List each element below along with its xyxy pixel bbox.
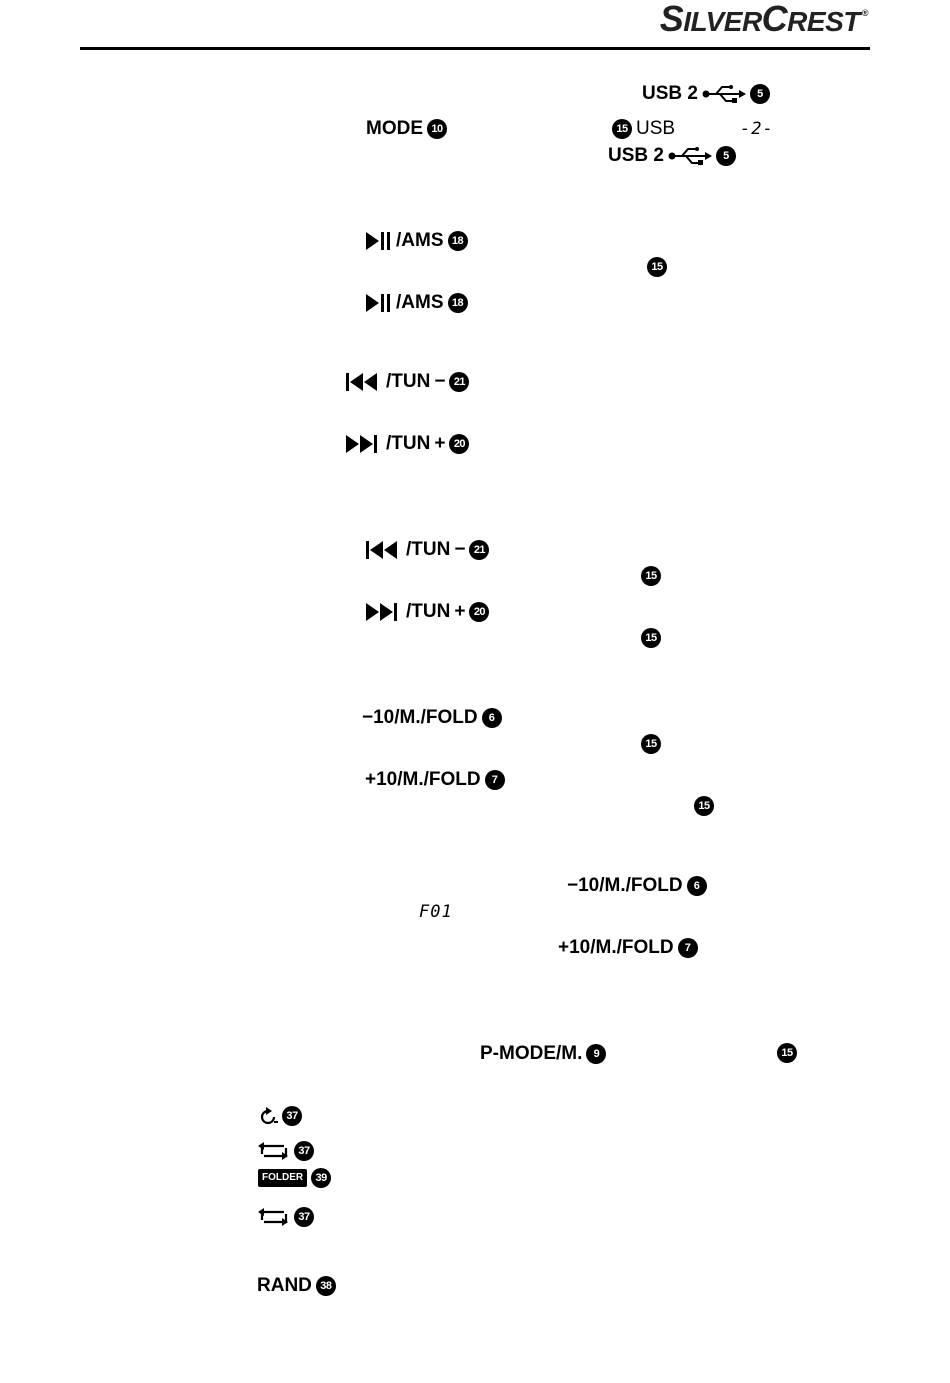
minus10-fold-label: −10/M./FOLD 6 [567, 875, 707, 897]
lcd-folder-number: F01 [419, 902, 453, 922]
skip-back-tun-minus-label: /TUN − 21 [346, 371, 469, 393]
repeat-all-icon [258, 1142, 290, 1160]
usb-icon [702, 85, 746, 103]
silvercrest-logo: SILVERCREST ® [659, 0, 868, 39]
play-pause-icon [366, 232, 392, 250]
ref-badge-7: 7 [678, 938, 698, 958]
mode-button-label: MODE 10 [366, 118, 447, 140]
skip-forward-icon [366, 603, 402, 621]
play-pause-ams-label: /AMS 18 [366, 292, 468, 314]
display-ref [641, 566, 661, 586]
ref-badge-21: 21 [469, 540, 489, 560]
ref-badge-15: 15 [612, 119, 632, 139]
skip-forward-tun-plus-label: /TUN + 20 [366, 601, 489, 623]
display-ref [694, 796, 714, 816]
ref-badge-20: 20 [449, 434, 469, 454]
ref-badge-5: 5 [750, 84, 770, 104]
minus10-fold-label: −10/M./FOLD 6 [362, 707, 502, 729]
rand-indicator: RAND 38 [257, 1275, 336, 1297]
plus10-fold-label: +10/M./FOLD 7 [558, 937, 698, 959]
ref-badge-37: 37 [294, 1207, 314, 1227]
ref-badge-37: 37 [294, 1141, 314, 1161]
skip-forward-icon [346, 435, 382, 453]
repeat-all-icon [258, 1208, 290, 1226]
skip-back-icon [366, 541, 402, 559]
pmode-button-label: P-MODE/M. 9 [480, 1043, 606, 1065]
ref-badge-15: 15 [777, 1043, 797, 1063]
ref-badge-20: 20 [469, 602, 489, 622]
ref-badge-18: 18 [448, 231, 468, 251]
ref-badge-15: 15 [694, 796, 714, 816]
ref-badge-21: 21 [449, 372, 469, 392]
usb2-port-label: USB 2 5 [642, 83, 770, 105]
play-pause-icon [366, 294, 392, 312]
header-rule [80, 47, 870, 50]
skip-forward-tun-plus-label: /TUN + 20 [346, 433, 469, 455]
display-ref [777, 1043, 797, 1063]
ref-badge-15: 15 [647, 257, 667, 277]
ref-badge-18: 18 [448, 293, 468, 313]
ref-badge-37: 37 [282, 1106, 302, 1126]
lcd-usb-number: -2- [740, 119, 774, 139]
ref-badge-15: 15 [641, 628, 661, 648]
ref-badge-6: 6 [687, 876, 707, 896]
repeat-one-indicator [258, 1106, 302, 1126]
folder-icon: FOLDER [258, 1169, 307, 1187]
repeat-one-icon [258, 1107, 278, 1125]
usb2-port-label: USB 2 5 [608, 145, 736, 167]
folder-indicator [258, 1168, 331, 1188]
display-ref [641, 734, 661, 754]
ref-badge-15: 15 [641, 734, 661, 754]
display-usb-label: 15 USB [612, 118, 675, 140]
ref-badge-9: 9 [586, 1044, 606, 1064]
ref-badge-6: 6 [482, 708, 502, 728]
plus10-fold-label: +10/M./FOLD 7 [365, 769, 505, 791]
display-ref [647, 257, 667, 277]
ref-badge-5: 5 [716, 146, 736, 166]
ref-badge-15: 15 [641, 566, 661, 586]
repeat-all-indicator [258, 1207, 314, 1227]
ref-badge-10: 10 [427, 119, 447, 139]
skip-back-tun-minus-label: /TUN − 21 [366, 539, 489, 561]
display-ref [641, 628, 661, 648]
play-pause-ams-label: /AMS 18 [366, 230, 468, 252]
usb-icon [668, 147, 712, 165]
repeat-all-indicator [258, 1141, 314, 1161]
ref-badge-39: 39 [311, 1168, 331, 1188]
ref-badge-38: 38 [316, 1276, 336, 1296]
skip-back-icon [346, 373, 382, 391]
ref-badge-7: 7 [485, 770, 505, 790]
